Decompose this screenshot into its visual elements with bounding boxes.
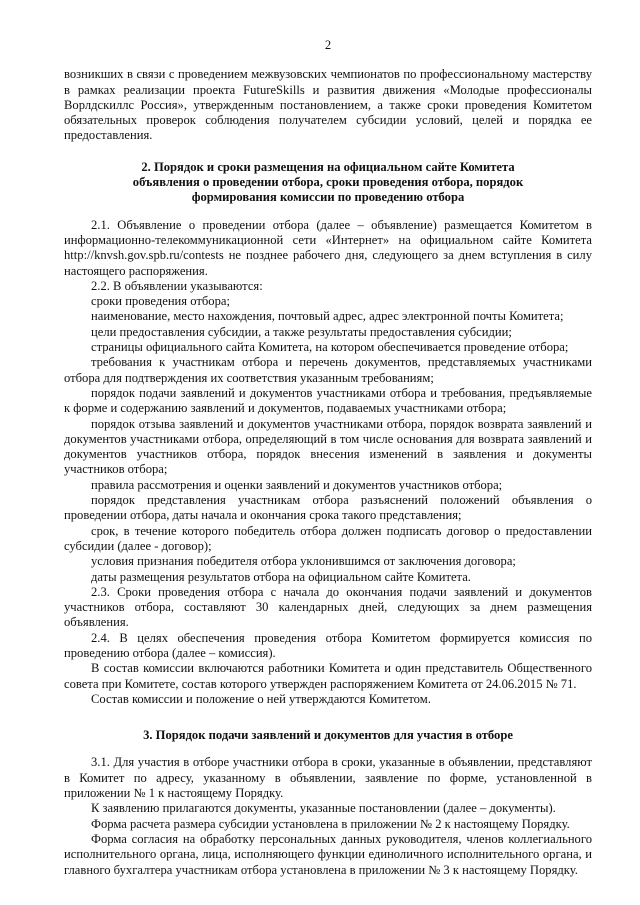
page-number: 2: [324, 38, 332, 52]
paragraph: К заявлению прилагаются документы, указанные постановлении (далее – документы).: [91, 801, 556, 816]
section-3-title: 3. Порядок подачи заявлений и документов для участия в отборе: [143, 728, 513, 743]
paragraph: Форма расчета размера субсидии установлена в приложении № 2 к настоящему Порядку.: [91, 816, 570, 831]
document-page: [64, 38, 592, 878]
paragraph: требования к участникам отбора и перечень документов, представляемых участниками отбора для подтверждения их соответствия указанным требованиям;: [64, 355, 592, 385]
paragraph: порядок представления участникам отбора разъяснений положений объявления о проведении отбора, даты начала и окончания срока такого представления;: [64, 493, 592, 523]
paragraph: Форма согласия на обработку персональных данных руководителя, членов коллегиального исполнительного органа, лица, исполняющего функции единоличного исполнительного органа, и главного бухгалтера участникам отбора установлена в приложении № 3 к настоящему Порядку.: [64, 831, 592, 877]
paragraph: срок, в течение которого победитель отбора должен подписать договор о предоставлении субсидии (далее - договор);: [64, 523, 592, 553]
paragraph: сроки проведения отбора;: [91, 294, 230, 309]
paragraph: правила рассмотрения и оценки заявлений и документов участников отбора;: [91, 477, 503, 492]
paragraph: 2.2. В объявлении указываются:: [91, 278, 263, 293]
paragraph: В состав комиссии включаются работники Комитета и один представитель Общественного совета при Комитете, состав которого утвержден распоряжением Комитета от 24.06.2015 № 71.: [64, 661, 592, 691]
paragraph: порядок отзыва заявлений и документов участниками отбора, порядок возврата заявлений и документов участниками отбора, определяющий в том числе основания для возврата заявлений и документов участников отбора, порядок внесения изменений в заявления и документы участников отбора;: [64, 416, 592, 477]
section-title-line: объявления о проведении отбора, сроки проведения отбора, порядок: [132, 175, 524, 190]
paragraph: страницы официального сайта Комитета, на котором обеспечивается проведение отбора;: [91, 340, 569, 355]
paragraph: цели предоставления субсидии, а также результаты предоставления субсидии;: [91, 324, 512, 339]
section-2-title: [64, 160, 592, 206]
paragraph: наименование, место нахождения, почтовый адрес, адрес электронной почты Комитета;: [91, 309, 564, 324]
section-title-line: 2. Порядок и сроки размещения на официальном сайте Комитета: [141, 159, 515, 174]
intro-paragraph: возникших в связи с проведением межвузовских чемпионатов по профессиональному мастерству в рамках реализации проекта FutureSkills и развития движения «Молодые профессионалы Ворлдскиллс Россия», утвержденным постановлением, а также сроки проведения Комитетом обязательных проверок соблюдения получателем субсидии условий, целей и порядка ее предоставления.: [64, 67, 592, 143]
paragraph: 3.1. Для участия в отборе участники отбора в сроки, указанные в объявлении, представляют в Комитет по адресу, указанному в объявлении, заявление по форме, установленной в приложении № 1 к настоящему Порядку.: [64, 755, 592, 801]
paragraph: 2.3. Сроки проведения отбора с начала до окончания подачи заявлений и документов участников отбора, составляют 30 календарных дней, следующих за днем размещения объявления.: [64, 584, 592, 630]
paragraph: 2.1. Объявление о проведении отбора (далее – объявление) размещается Комитетом в информационно-телекоммуникационной сети «Интернет» на официальном сайте Комитета http://knvsh.gov.spb.ru/contests не позднее рабочего дня, следующего за днем вступления в силу настоящего распоряжения.: [64, 217, 592, 278]
paragraph: условия признания победителя отбора уклонившимся от заключения договора;: [91, 554, 516, 569]
section-2-body: [64, 218, 592, 708]
section-title-line: формирования комиссии по проведению отбора: [191, 190, 465, 205]
paragraph: Состав комиссии и положение о ней утверждаются Комитетом.: [91, 691, 431, 706]
paragraph: 2.4. В целях обеспечения проведения отбора Комитетом формируется комиссия по проведению отбора (далее – комиссия).: [64, 630, 592, 660]
paragraph: порядок подачи заявлений и документов участниками отбора и требования, предъявляемые к форме и содержанию заявлений и документов, подаваемых участниками отбора;: [64, 385, 592, 416]
paragraph: даты размещения результатов отбора на официальном сайте Комитета.: [91, 569, 471, 584]
section-3-body: [64, 755, 592, 877]
